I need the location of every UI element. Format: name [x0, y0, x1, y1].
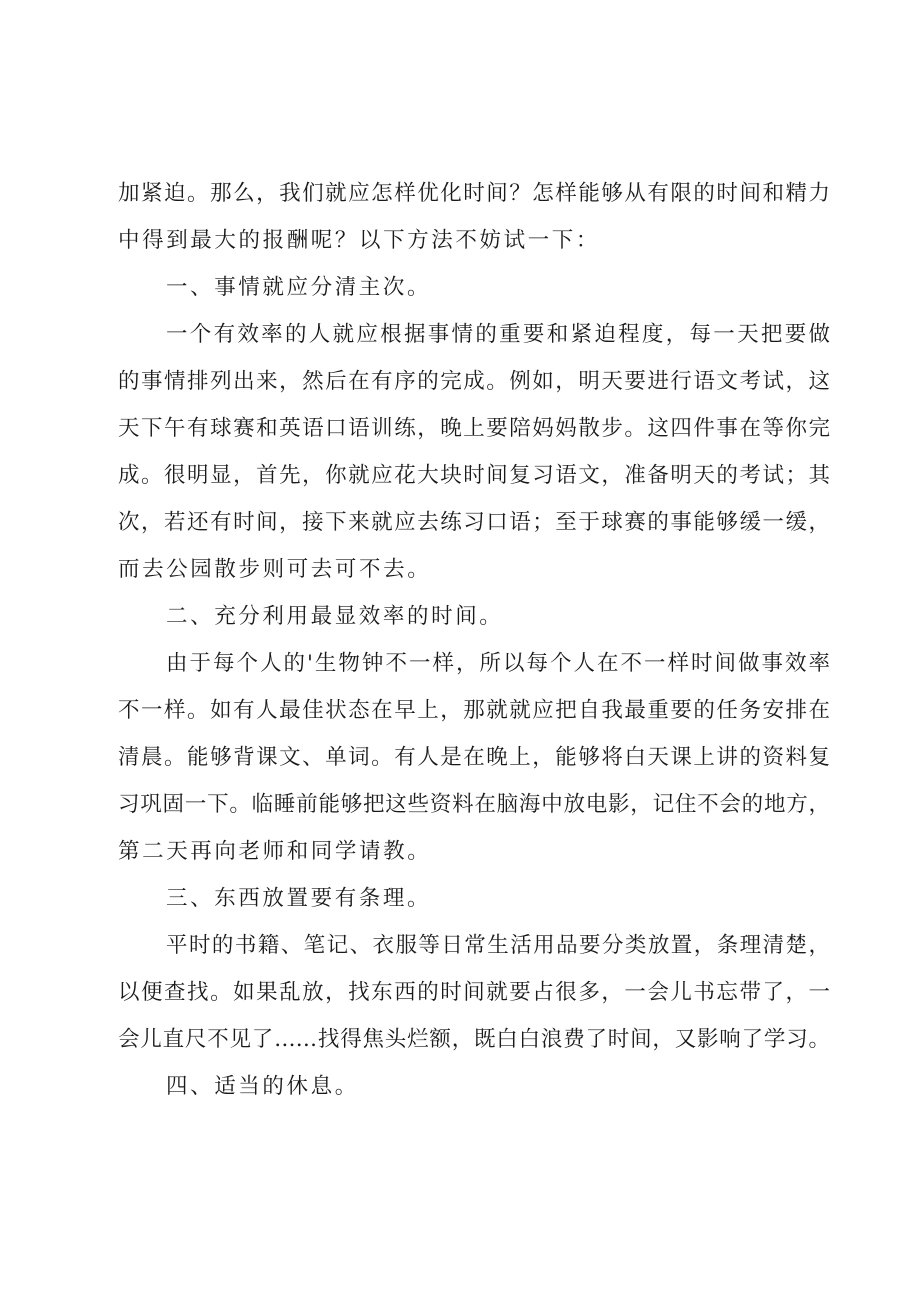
document-body	[118, 170, 830, 1110]
text-line: 成。很明显，首先，你就应花大块时间复习语文，准备明天的考试；其	[118, 463, 830, 488]
text-line: 习巩固一下。临睡前能够把这些资料在脑海中放电影，记住不会的地方，	[118, 792, 830, 817]
text-line: 会儿直尺不见了……找得焦头烂额，既白白浪费了时间，又影响了学习。	[118, 1027, 830, 1052]
text-line: 第二天再向老师和同学请教。	[118, 839, 432, 864]
section-heading: 二、充分利用最显效率的时间。	[166, 604, 504, 629]
text-line: 而去公园散步则可去可不去。	[118, 557, 432, 582]
text-line: 的事情排列出来，然后在有序的完成。例如，明天要进行语文考试，这	[118, 369, 830, 394]
text-line: 中得到最大的报酬呢？以下方法不妨试一下：	[118, 228, 601, 253]
text-line: 次，若还有时间，接下来就应去练习口语；至于球赛的事能够缓一缓，	[118, 510, 830, 535]
text-line: 加紧迫。那么，我们就应怎样优化时间？怎样能够从有限的时间和精力	[118, 181, 830, 206]
text-line: 天下午有球赛和英语口语训练，晚上要陪妈妈散步。这四件事在等你完	[118, 416, 830, 441]
text-line: 不一样。如有人最佳状态在早上，那就就应把自我最重要的任务安排在	[118, 698, 830, 723]
section-heading: 四、适当的休息。	[166, 1074, 359, 1099]
text-line: 清晨。能够背课文、单词。有人是在晚上，能够将白天课上讲的资料复	[118, 745, 830, 770]
text-line: 以便查找。如果乱放，找东西的时间就要占很多，一会儿书忘带了，一	[118, 980, 830, 1005]
text-line: 一个有效率的人就应根据事情的重要和紧迫程度，每一天把要做	[166, 322, 830, 347]
section-heading: 一、事情就应分清主次。	[166, 275, 432, 300]
text-line: 由于每个人的'生物钟不一样，所以每个人在不一样时间做事效率	[166, 651, 830, 676]
text-line: 平时的书籍、笔记、衣服等日常生活用品要分类放置，条理清楚，	[166, 933, 830, 958]
section-heading: 三、东西放置要有条理。	[166, 886, 432, 911]
